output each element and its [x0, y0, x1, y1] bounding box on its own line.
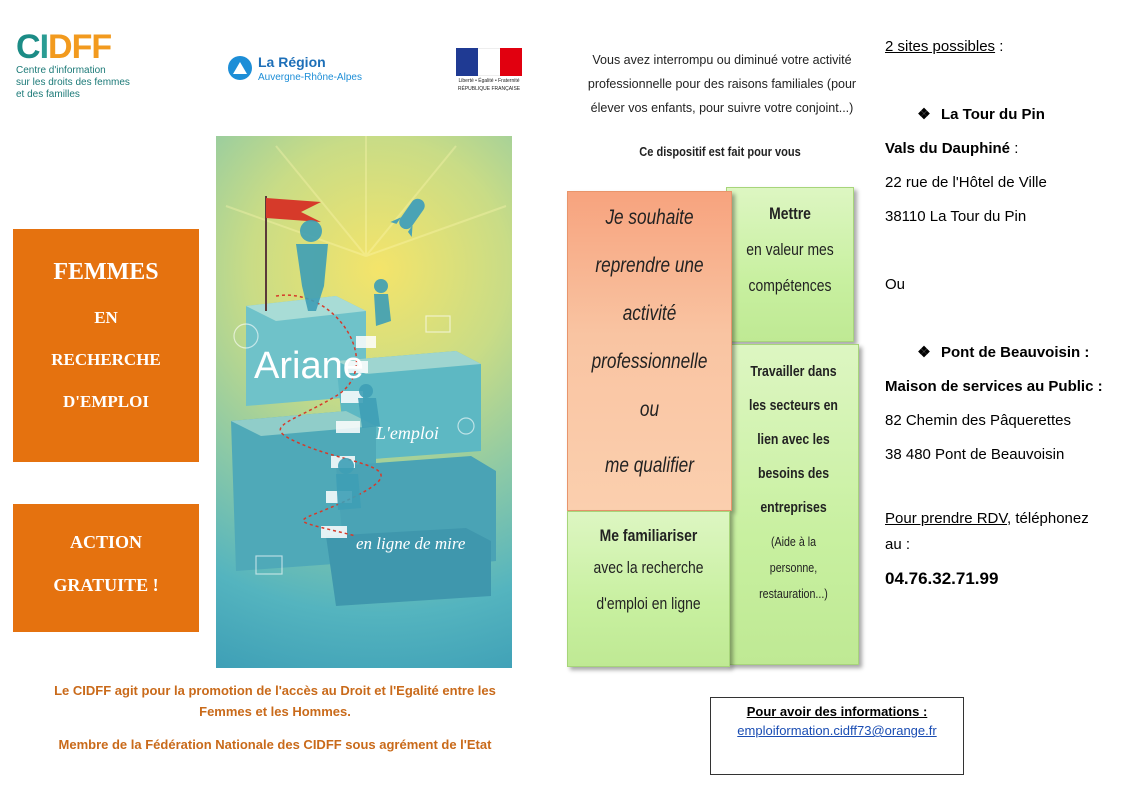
- card-subline: (Aide à la: [770, 534, 817, 549]
- cidff-tagline-1: Centre d'information: [16, 65, 106, 76]
- rdv-label: Pour prendre RDV: [885, 510, 1008, 527]
- site1-org: [885, 132, 1115, 166]
- spacer: [885, 64, 1115, 98]
- site2-address2: 38 480 Pont de Beauvoisin: [885, 446, 1065, 463]
- intro-text: [572, 48, 872, 120]
- site1-org-name: Vals du Dauphiné: [885, 140, 1011, 157]
- card-main-line: me qualifier: [604, 454, 695, 477]
- region-mountain-icon: [228, 56, 252, 80]
- french-flag-icon: [456, 48, 522, 76]
- card-main-line: ou: [639, 398, 660, 421]
- site1-address2: 38110 La Tour du Pin: [885, 208, 1027, 225]
- card-line: en valeur mes: [746, 240, 834, 259]
- region-subtitle: Auvergne-Rhône-Alpes: [258, 72, 362, 83]
- card-mettre-en-valeur: [726, 187, 854, 342]
- cidff-tagline-2: sur les droits des femmes: [16, 77, 130, 88]
- region-title: La Région: [258, 54, 326, 70]
- promo-paragraph: Le CIDFF agit pour la promotion de l'accès au Droit et l'Egalité entre les Femmes et les Hommes.: [54, 683, 496, 719]
- site2-org: Maison de services au Public :: [885, 378, 1103, 395]
- card-body: [582, 550, 714, 622]
- card-subline: restauration...): [759, 586, 828, 601]
- cidff-promo: [40, 680, 510, 767]
- diamond-bullet-icon: ❖: [917, 344, 931, 361]
- action-gratuite-box: [13, 504, 199, 632]
- femmes-line: EN: [94, 308, 118, 327]
- ariane-stairs-graphic: [216, 136, 512, 668]
- card-familiariser: [567, 511, 730, 667]
- ariane-line1: L'emploi: [376, 423, 439, 443]
- femmes-line: D'EMPLOI: [63, 392, 149, 411]
- dispositif-heading: Ce dispositif est fait pour vous: [639, 144, 801, 159]
- action-line: ACTION: [69, 532, 142, 552]
- card-main-line: activité: [622, 302, 677, 325]
- card-line: Travailler dans: [750, 363, 837, 380]
- card-body: [738, 232, 841, 304]
- card-line: d'emploi en ligne: [596, 594, 701, 613]
- site1-org-colon: :: [1010, 140, 1019, 157]
- cidff-logo: [16, 30, 166, 102]
- rdv-line2: au :: [885, 536, 911, 553]
- intro-line: Vous avez interrompu ou diminué votre activité: [592, 53, 852, 67]
- republique-name: RÉPUBLIQUE FRANÇAISE: [457, 86, 521, 92]
- site2-address1: 82 Chemin des Pâquerettes: [885, 412, 1071, 429]
- rdv-line: [885, 506, 1115, 532]
- card-subtext: [741, 529, 847, 607]
- femmes-line: FEMMES: [53, 259, 159, 285]
- site2-title: [885, 336, 1115, 370]
- ariane-line2: en ligne de mire: [356, 534, 466, 553]
- ariane-title: Ariane: [254, 345, 364, 387]
- card-line: entreprises: [760, 499, 827, 516]
- spacer: [885, 472, 1115, 506]
- intro-line: élever vos enfants, pour suivre votre conjoint...): [590, 101, 854, 115]
- card-main-line: reprendre une: [595, 254, 704, 277]
- site1-title: [885, 98, 1115, 132]
- card-main-line: professionnelle: [591, 350, 708, 373]
- site2-name: Pont de Beauvoisin :: [941, 344, 1090, 361]
- site1-address1: 22 rue de l'Hôtel de Ville: [885, 174, 1047, 191]
- card-body: [741, 355, 847, 525]
- spacer: [885, 302, 1115, 336]
- sites-header-colon: :: [995, 38, 1004, 55]
- sites-header: [885, 30, 1115, 64]
- sites-or: Ou: [885, 276, 906, 293]
- diamond-bullet-icon: ❖: [917, 106, 931, 123]
- action-line: GRATUITE !: [53, 575, 159, 595]
- card-main-line: Je souhaite: [605, 206, 694, 229]
- femmes-emploi-box: [13, 229, 199, 462]
- card-line: avec la recherche: [593, 558, 704, 577]
- rdv-rest: , téléphonez: [1007, 510, 1089, 527]
- info-email-link[interactable]: emploiformation.cidff73@orange.fr: [737, 723, 937, 738]
- phone-number[interactable]: 04.76.32.71.99: [885, 569, 999, 588]
- republique-motto: Liberté • Égalité • Fraternité: [458, 78, 520, 84]
- republique-francaise-logo: [456, 48, 522, 96]
- card-heading: Mettre: [769, 204, 811, 223]
- spacer: [885, 234, 1115, 268]
- ariane-illustration: [216, 136, 512, 668]
- card-line: lien avec les: [757, 431, 830, 448]
- card-subline: personne,: [769, 560, 818, 575]
- card-line: besoins des: [757, 465, 830, 482]
- card-line: les secteurs en: [749, 397, 838, 414]
- card-reprendre-activite: [567, 191, 732, 511]
- sites-column: [885, 30, 1115, 596]
- site1-name: La Tour du Pin: [941, 106, 1045, 123]
- card-line: compétences: [748, 276, 832, 295]
- intro-line: professionnelle pour des raisons familiales (pour: [587, 77, 857, 91]
- card-heading: Me familiariser: [599, 526, 698, 545]
- promo-paragraph: Membre de la Fédération Nationale des CIDFF sous agrément de l'Etat: [58, 737, 492, 752]
- cidff-logo-wordmark: CIDFF: [16, 28, 112, 66]
- region-logo: [228, 52, 388, 88]
- cidff-tagline-3: et des familles: [16, 89, 80, 100]
- info-title: Pour avoir des informations :: [746, 704, 928, 719]
- info-box: [710, 697, 964, 775]
- sites-header-label: 2 sites possibles: [885, 38, 996, 55]
- femmes-line: RECHERCHE: [51, 350, 161, 369]
- card-travailler: [728, 344, 859, 665]
